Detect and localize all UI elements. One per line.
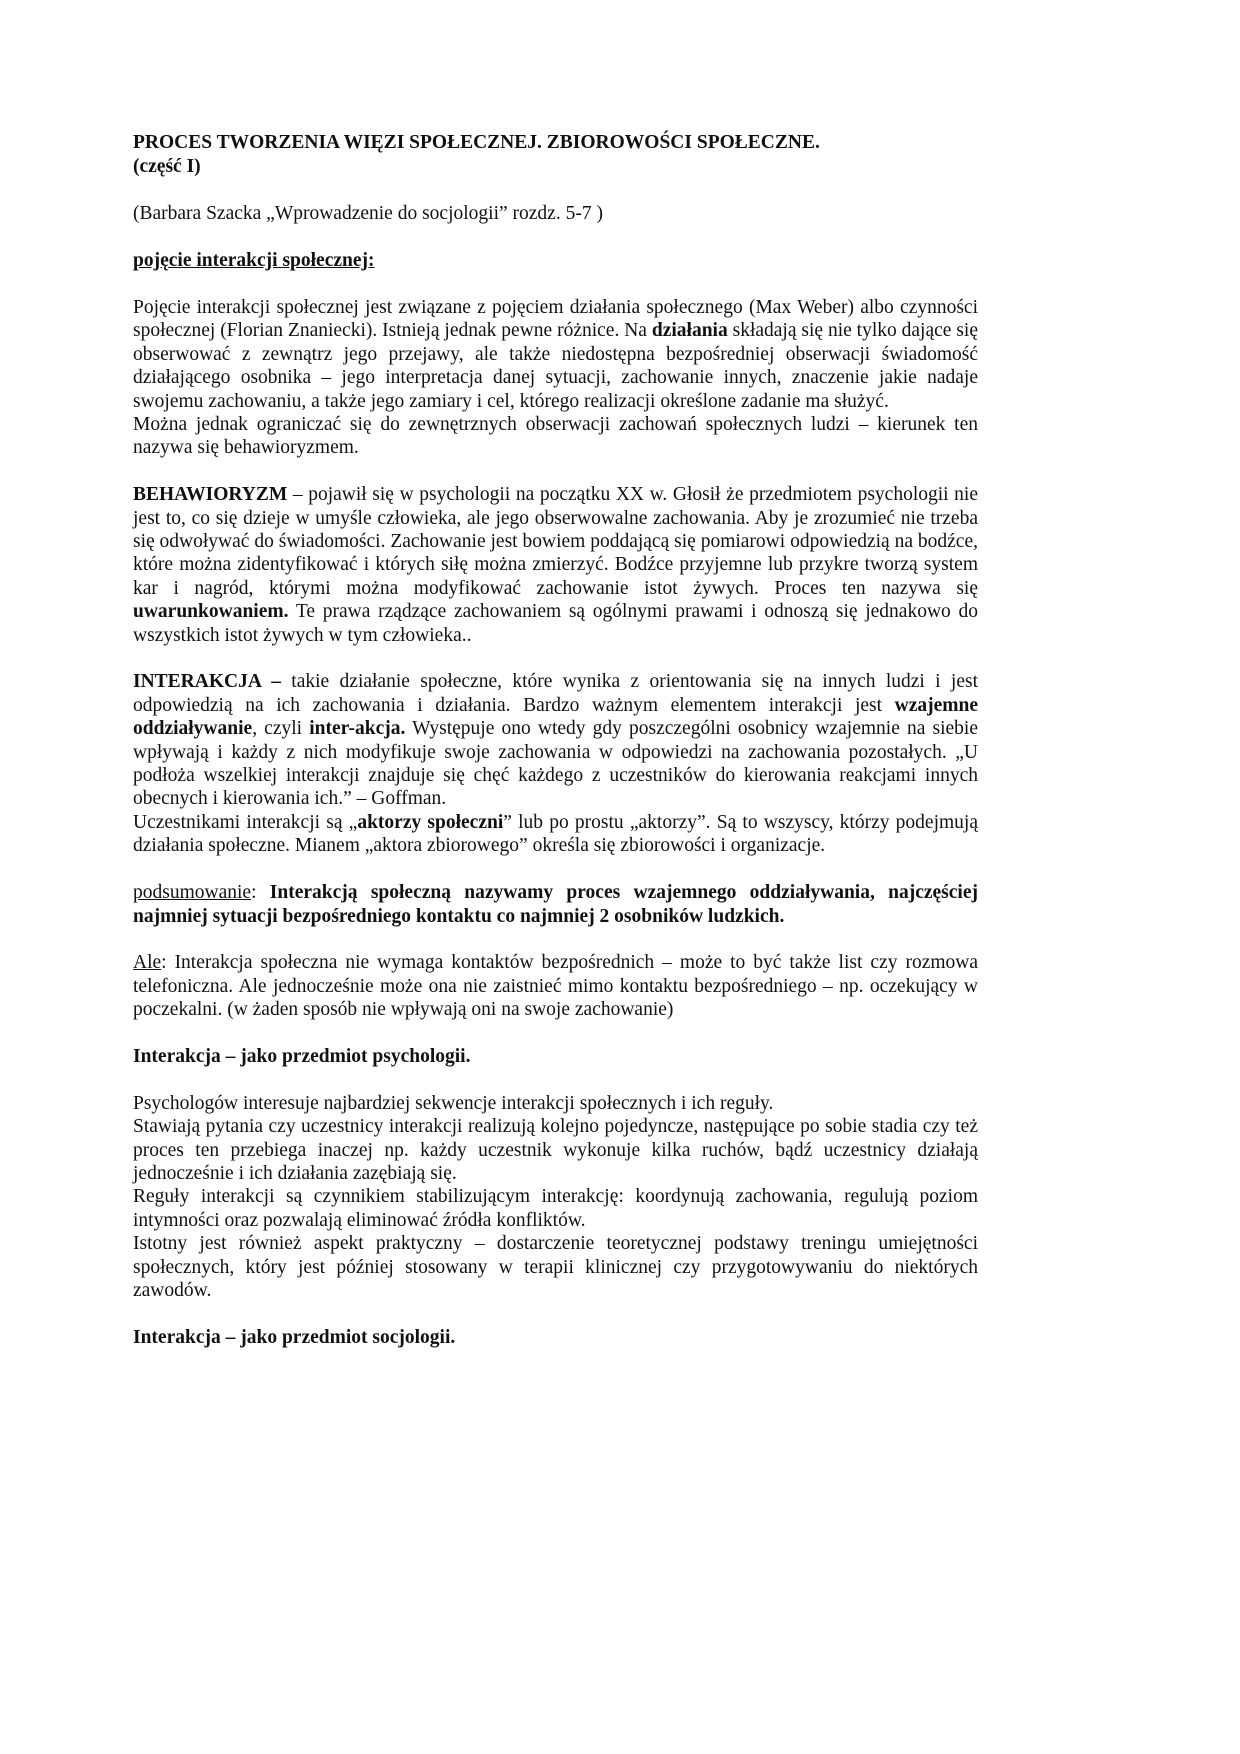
document-page: [133, 131, 978, 1349]
paragraph-behaviorism: BEHAWIORYZM – pojawił się w psychologii na początku XX w. Głosił że przedmiotem psychologii nie jest to, co się dzieje w umyśle człowieka, ale jego obserwowalne zachowania. Aby je zrozumieć nie trzeba się odwoływać do świadomości. Zachowanie jest bowiem poddającą się pomiarowi odpowiedzią na bodźce, które można zidentyfikować i których siłę można zmierzyć. Bodźce przyjemne lub przykre tworzą system kar i nagród, którymi można modyfikować zachowanie istot żywych. Proces ten nazywa się uwarunkowaniem. Te prawa rządzące zachowaniem są ogólnymi prawami i odnoszą się jednakowo do wszystkich istot żywych w tym człowieka..: [133, 484, 978, 646]
term-behaviorism: BEHAWIORYZM: [133, 484, 288, 506]
paragraph-interaction-definition: Pojęcie interakcji społecznej jest związane z pojęciem działania społecznego (Max Weber) albo czynności społecznej (Florian Znaniecki). Istnieją jednak pewne różnice. Na działania składają się nie tylko dające się obserwować z zewnątrz jego przejawy, ale także niedostępna bezpośredniej obserwacji świadomość działającego osobnika – jego interpretacja danej sytuacji, zachowanie innych, znaczenie jakie nadaje swojemu zachowaniu, a także jego zamiary i cel, którego realizacji określone zadanie ma służyć.: [133, 296, 978, 412]
summary-label: podsumowanie: [133, 882, 252, 904]
psych-paragraph-4: Istotny jest również aspekt praktyczny – dostarczenie teoretycznej podstawy treningu umiejętności społecznych, który jest później stosowany w terapii klinicznej czy przygotowywaniu do niektórych zawodów.: [133, 1233, 978, 1301]
section-heading-interaction-concept: pojęcie interakcji społecznej:: [133, 250, 375, 272]
paragraph-summary: podsumowanie: Interakcją społeczną nazywamy proces wzajemnego oddziaływania, najczęściej najmniej sytuacji bezpośredniego kontaktu co najmniej 2 osobników ludzkich.: [133, 882, 978, 927]
source-citation: (Barbara Szacka „Wprowadzenie do socjologii” rozdz. 5-7 ): [133, 203, 603, 225]
section-heading-psychology: Interakcja – jako przedmiot psychologii.: [133, 1045, 471, 1067]
paragraph-but: Ale: Interakcja społeczna nie wymaga kontaktów bezpośrednich – może to być także list czy rozmowa telefoniczna. Ale jednocześnie może ona nie zaistnieć mimo kontaktu bezpośredniego – np. oczekujący w poczekalni. (w żaden sposób nie wpływają oni na swoje zachowanie): [133, 952, 978, 1021]
paragraph-interaction: INTERAKCJA – takie działanie społeczne, które wynika z orientowania się na innych ludzi i jest odpowiedzią na ich zachowania i działania. Bardzo ważnym elementem interakcji jest wzajemne oddziaływanie, czyli inter-akcja. Występuje ono wtedy gdy poszczególni osobnicy wzajemnie na siebie wpływają i każdy z nich modyfikuje swoje zachowania w odpowiedzi na zachowania pozostałych. „U podłoża wszelkiej interakcji znajduje się chęć każdego z uczestników do kierowania reakcjami innych obecnych i kierowania ich.” – Goffman.: [133, 671, 978, 810]
paragraph-participants: Uczestnikami interakcji są „aktorzy społeczni” lub po prostu „aktorzy”. Są to wszyscy, którzy podejmują działania społeczne. Mianem „aktora zbiorowego” określa się zbiorowości i organizacje.: [133, 811, 978, 857]
psych-paragraph-3: Reguły interakcji są czynnikiem stabilizującym interakcję: koordynują zachowania, regulują poziom intymności oraz pozwalają eliminować źródła konfliktów.: [133, 1186, 978, 1231]
section-heading-sociology: Interakcja – jako przedmiot socjologii.: [133, 1326, 456, 1348]
title-line-2: (część I): [133, 156, 201, 177]
psych-paragraph-1: Psychologów interesuje najbardziej sekwencje interakcji społecznych i ich reguły.: [133, 1092, 774, 1114]
document-title: [133, 131, 978, 179]
paragraph-behaviorism-intro: Można jednak ograniczać się do zewnętrznych obserwacji zachowań społecznych ludzi – kierunek ten nazywa się behawioryzmem.: [133, 414, 978, 459]
psych-paragraph-2: Stawiają pytania czy uczestnicy interakcji realizują kolejno pojedyncze, następujące po sobie stadia czy też proces ten przebiega inaczej np. każdy uczestnik wykonuje kilka ruchów, bądź uczestnicy działają jednocześnie i ich działania zazębiają się.: [133, 1116, 978, 1184]
but-label: Ale: [133, 952, 162, 974]
title-line-1: PROCES TWORZENIA WIĘZI SPOŁECZNEJ. ZBIOROWOŚCI SPOŁECZNE.: [133, 132, 820, 153]
term-interaction: INTERAKCJA –: [133, 671, 281, 693]
